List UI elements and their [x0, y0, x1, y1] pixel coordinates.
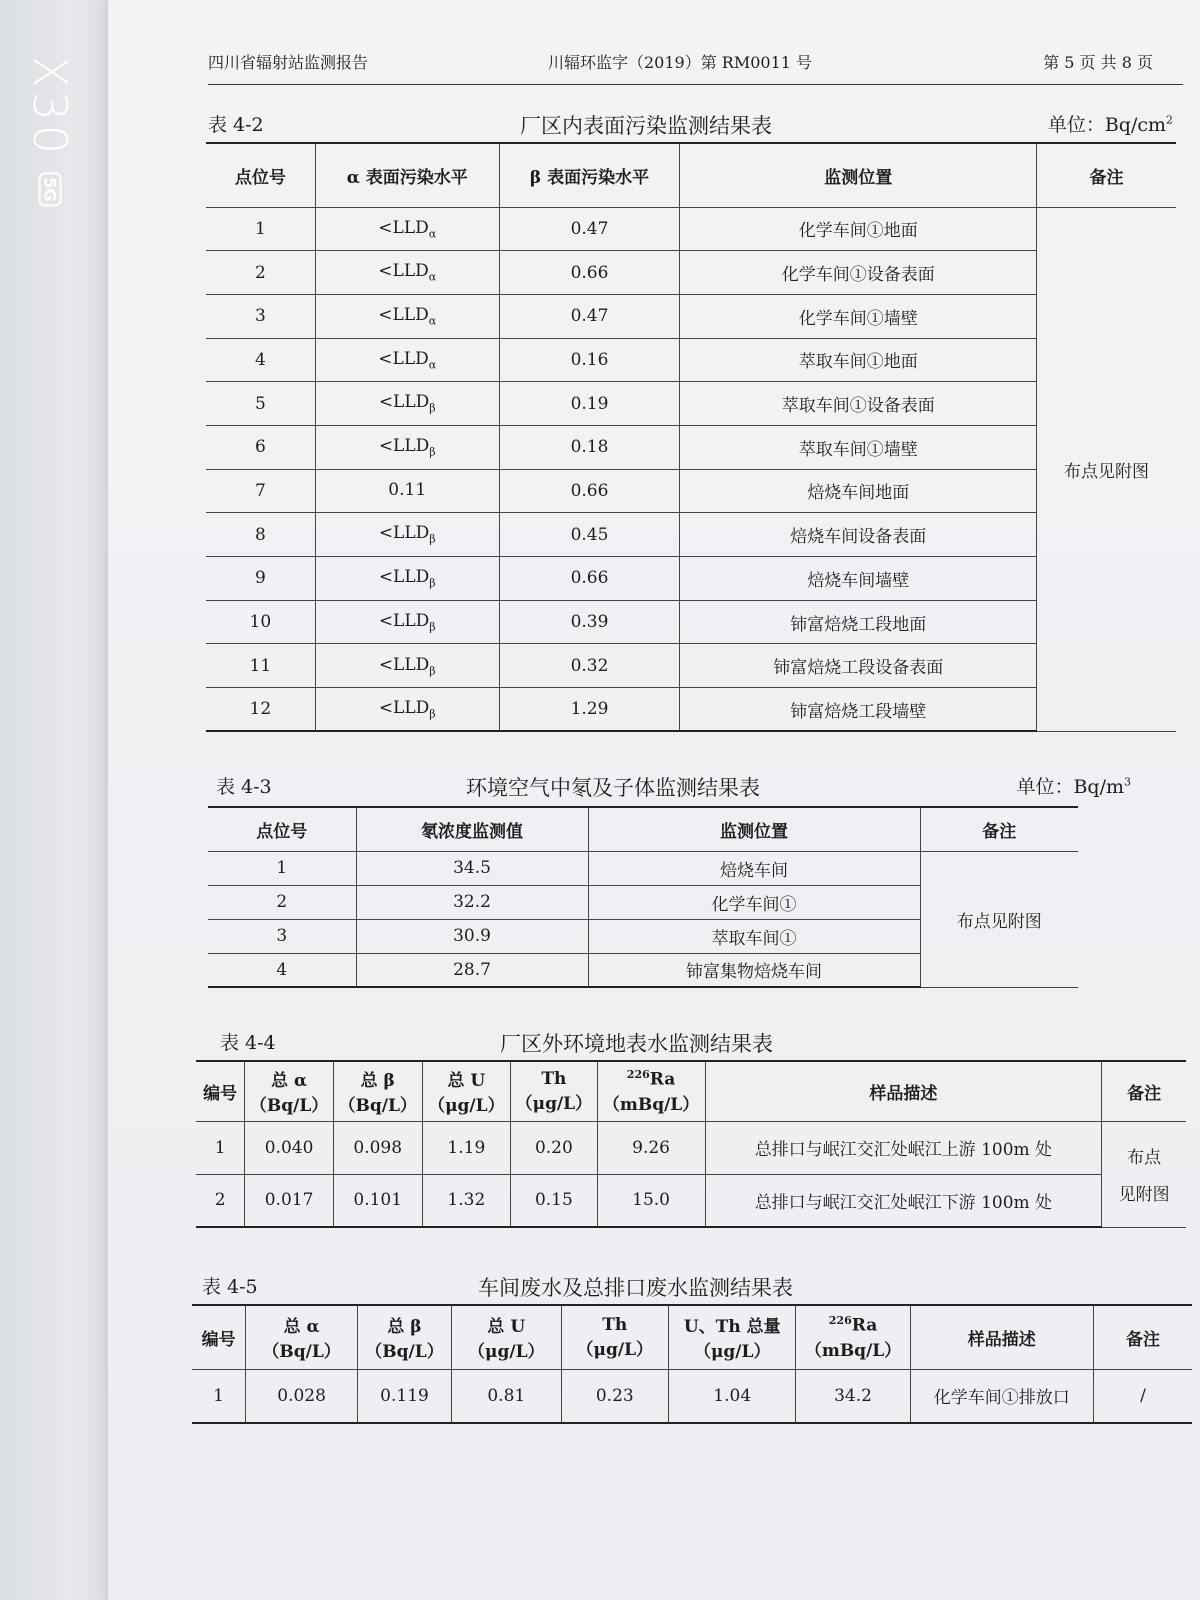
cell-radon-value: 34.5	[356, 851, 588, 885]
alpha-subscript: β	[429, 707, 436, 721]
table-4-2-caption	[208, 110, 1183, 140]
cell-location: 铈富焙烧工段设备表面	[680, 644, 1037, 688]
header-report-no: 川辐环监字（2019）第 RM0011 号	[548, 53, 813, 72]
table-4-5	[192, 1304, 1192, 1424]
table-4-5-caption	[202, 1272, 1102, 1302]
table-header-row	[206, 143, 1176, 207]
cell-sample-desc: 化学车间①排放口	[910, 1369, 1093, 1423]
cell-beta-level: 0.19	[499, 382, 680, 426]
table-title: 车间废水及总排口废水监测结果表	[478, 1276, 793, 1300]
cell-location: 萃取车间①墙壁	[680, 425, 1037, 469]
cell-location: 萃取车间①	[588, 919, 920, 953]
cell-point-id: 8	[206, 513, 315, 557]
cell-radon-value: 30.9	[356, 919, 588, 953]
cell-sample-desc: 总排口与岷江交汇处岷江上游 100m 处	[705, 1121, 1102, 1174]
cell-ra226: 9.26	[597, 1121, 705, 1174]
table-header-row	[196, 1061, 1186, 1121]
table-row	[206, 251, 1176, 295]
alpha-value: <LLD	[378, 610, 430, 631]
report-page	[108, 0, 1200, 1600]
table-row	[206, 600, 1176, 644]
alpha-subscript: α	[428, 358, 437, 372]
cell-beta-level: 0.47	[499, 294, 680, 338]
cell-location: 焙烧车间地面	[680, 469, 1037, 513]
table-4-3-caption	[216, 772, 1131, 802]
cell-gross-beta: 0.119	[358, 1369, 452, 1423]
table-header-row	[192, 1305, 1192, 1369]
table-unit: 单位：$Bq/m^3$	[1016, 775, 1131, 798]
cell-location: 焙烧车间墙壁	[680, 557, 1037, 601]
header-gross-beta: 总 β （Bq/L）	[358, 1305, 452, 1369]
table-4-2	[206, 142, 1176, 732]
cell-point-id: 10	[206, 600, 315, 644]
cell-alpha-level	[315, 251, 499, 295]
cell-alpha-level	[315, 600, 499, 644]
header-note: 备注	[1102, 1061, 1186, 1121]
cell-radon-value: 32.2	[356, 885, 588, 919]
cell-gross-alpha: 0.017	[245, 1174, 334, 1227]
table-4-3	[208, 806, 1078, 988]
alpha-subscript: α	[428, 270, 437, 284]
alpha-value: <LLD	[378, 697, 430, 718]
table-row	[206, 557, 1176, 601]
cell-location: 化学车间①	[588, 885, 920, 919]
alpha-value: <LLD	[378, 567, 430, 588]
header-gross-beta: 总 β （Bq/L）	[333, 1061, 422, 1121]
cell-beta-level: 0.16	[499, 338, 680, 382]
header-cell: 点位号	[206, 143, 315, 207]
table-row	[206, 688, 1176, 732]
cell-note: 布点见附图	[920, 851, 1078, 987]
table-4-4	[196, 1060, 1186, 1228]
cell-location: 化学车间①墙壁	[680, 294, 1037, 338]
header-sample-desc: 样品描述	[705, 1061, 1102, 1121]
table-row	[192, 1369, 1192, 1423]
table-number: 表 4-2	[208, 114, 264, 136]
table-row	[206, 338, 1176, 382]
table-number: 表 4-3	[216, 776, 272, 798]
cell-location: 铈富焙烧工段地面	[680, 600, 1037, 644]
cell-id: 1	[192, 1369, 246, 1423]
header-id: 编号	[192, 1305, 246, 1369]
cell-location: 焙烧车间设备表面	[680, 513, 1037, 557]
table-row	[208, 851, 1078, 885]
note-line: 见附图	[1118, 1185, 1170, 1205]
cell-alpha-level	[315, 644, 499, 688]
header-cell: 氡浓度监测值	[356, 807, 588, 851]
cell-beta-level: 0.47	[499, 207, 680, 251]
alpha-value: 0.11	[388, 479, 427, 500]
camera-watermark	[20, 40, 80, 200]
alpha-value: <LLD	[378, 436, 430, 457]
cell-beta-level: 0.66	[499, 557, 680, 601]
header-page-number: 第 5 页 共 8 页	[1043, 53, 1153, 72]
alpha-subscript: α	[428, 314, 437, 328]
cell-beta-level: 0.45	[499, 513, 680, 557]
cell-point-id: 7	[206, 469, 315, 513]
table-row	[206, 644, 1176, 688]
header-cell: α 表面污染水平	[315, 143, 499, 207]
cell-beta-level: 0.18	[499, 425, 680, 469]
header-th: Th （μg/L）	[561, 1305, 668, 1369]
cell-alpha-level	[315, 469, 499, 513]
alpha-value: <LLD	[378, 654, 430, 675]
cell-beta-level: 0.66	[499, 469, 680, 513]
cell-u-th-total: 1.04	[668, 1369, 796, 1423]
cell-note: /	[1094, 1369, 1192, 1423]
cell-location: 铈富焙烧工段墙壁	[680, 688, 1037, 732]
cell-alpha-level	[315, 294, 499, 338]
cell-note: 布点见附图	[1037, 207, 1176, 731]
table-number: 表 4-4	[220, 1032, 276, 1054]
watermark-5g-badge: 5G	[38, 172, 61, 206]
table-unit: 单位：$Bq/cm^2$	[1047, 113, 1173, 136]
table-row	[206, 513, 1176, 557]
header-note: 备注	[1094, 1305, 1192, 1369]
table-row	[206, 382, 1176, 426]
cell-total-u: 0.81	[451, 1369, 561, 1423]
alpha-subscript: β	[429, 445, 436, 459]
header-gross-alpha: 总 α （Bq/L）	[245, 1061, 334, 1121]
alpha-value: <LLD	[378, 348, 429, 369]
cell-gross-alpha: 0.040	[245, 1121, 334, 1174]
page-header	[208, 42, 1183, 85]
cell-alpha-level	[315, 688, 499, 732]
note-line: 布点	[1127, 1148, 1162, 1168]
cell-alpha-level	[315, 338, 499, 382]
cell-alpha-level	[315, 425, 499, 469]
cell-point-id: 1	[206, 207, 315, 251]
header-cell: β 表面污染水平	[499, 143, 680, 207]
alpha-subscript: β	[429, 663, 436, 677]
cell-ra226: 34.2	[796, 1369, 910, 1423]
table-header-row	[208, 807, 1078, 851]
alpha-subscript: β	[429, 576, 436, 590]
header-gross-alpha: 总 α （Bq/L）	[246, 1305, 358, 1369]
cell-location: 焙烧车间	[588, 851, 920, 885]
cell-id: 2	[196, 1174, 245, 1227]
cell-location: 铈富集物焙烧车间	[588, 953, 920, 987]
watermark-model: X30	[23, 55, 78, 159]
alpha-subscript: α	[428, 227, 437, 241]
cell-location: 化学车间①设备表面	[680, 251, 1037, 295]
header-total-u: 总 U （μg/L）	[422, 1061, 511, 1121]
alpha-subscript: β	[429, 532, 436, 546]
cell-radon-value: 28.7	[356, 953, 588, 987]
cell-alpha-level	[315, 207, 499, 251]
cell-total-u: 1.32	[422, 1174, 511, 1227]
header-cell: 备注	[920, 807, 1078, 851]
table-row	[206, 469, 1176, 513]
cell-point-id: 2	[208, 885, 356, 919]
header-u-th-total: U、Th 总量 （μg/L）	[668, 1305, 796, 1369]
table-row	[196, 1121, 1186, 1174]
header-id: 编号	[196, 1061, 245, 1121]
cell-th: 0.23	[561, 1369, 668, 1423]
cell-point-id: 5	[206, 382, 315, 426]
cell-id: 1	[196, 1121, 245, 1174]
cell-gross-beta: 0.101	[333, 1174, 422, 1227]
header-ra226: $^{226}$Ra （mBq/L）	[796, 1305, 910, 1369]
header-org: 四川省辐射站监测报告	[208, 53, 369, 72]
table-4-4-caption	[220, 1028, 1120, 1058]
cell-beta-level: 1.29	[499, 688, 680, 732]
header-total-u: 总 U （μg/L）	[451, 1305, 561, 1369]
cell-location: 化学车间①地面	[680, 207, 1037, 251]
table-row	[206, 294, 1176, 338]
cell-beta-level: 0.39	[499, 600, 680, 644]
cell-sample-desc: 总排口与岷江交汇处岷江下游 100m 处	[705, 1174, 1102, 1227]
header-cell: 备注	[1037, 143, 1176, 207]
cell-point-id: 9	[206, 557, 315, 601]
cell-gross-alpha: 0.028	[246, 1369, 358, 1423]
cell-point-id: 4	[208, 953, 356, 987]
cell-th: 0.20	[511, 1121, 597, 1174]
cell-point-id: 4	[206, 338, 315, 382]
alpha-subscript: β	[429, 620, 436, 634]
table-row	[196, 1174, 1186, 1227]
table-number: 表 4-5	[202, 1276, 258, 1298]
table-row	[206, 425, 1176, 469]
table-title: 厂区内表面污染监测结果表	[520, 114, 772, 138]
header-cell: 点位号	[208, 807, 356, 851]
cell-point-id: 6	[206, 425, 315, 469]
alpha-value: <LLD	[378, 523, 430, 544]
table-title: 厂区外环境地表水监测结果表	[500, 1032, 773, 1056]
alpha-value: <LLD	[378, 305, 429, 326]
cell-point-id: 3	[208, 919, 356, 953]
cell-note	[1102, 1121, 1186, 1227]
cell-alpha-level	[315, 557, 499, 601]
cell-location: 萃取车间①设备表面	[680, 382, 1037, 426]
alpha-subscript: β	[429, 401, 436, 415]
phone-bezel	[0, 0, 108, 1600]
header-th: Th （μg/L）	[511, 1061, 597, 1121]
cell-gross-beta: 0.098	[333, 1121, 422, 1174]
alpha-value: <LLD	[378, 261, 429, 282]
cell-beta-level: 0.66	[499, 251, 680, 295]
cell-point-id: 3	[206, 294, 315, 338]
cell-point-id: 2	[206, 251, 315, 295]
cell-th: 0.15	[511, 1174, 597, 1227]
table-row	[206, 207, 1176, 251]
cell-alpha-level	[315, 382, 499, 426]
cell-alpha-level	[315, 513, 499, 557]
cell-total-u: 1.19	[422, 1121, 511, 1174]
header-cell: 监测位置	[680, 143, 1037, 207]
cell-ra226: 15.0	[597, 1174, 705, 1227]
header-cell: 监测位置	[588, 807, 920, 851]
cell-location: 萃取车间①地面	[680, 338, 1037, 382]
header-ra226: $^{226}$Ra （mBq/L）	[597, 1061, 705, 1121]
cell-point-id: 12	[206, 688, 315, 732]
alpha-value: <LLD	[378, 392, 430, 413]
cell-beta-level: 0.32	[499, 644, 680, 688]
alpha-value: <LLD	[378, 217, 429, 238]
cell-point-id: 11	[206, 644, 315, 688]
table-title: 环境空气中氡及子体监测结果表	[466, 776, 760, 800]
header-sample-desc: 样品描述	[910, 1305, 1093, 1369]
cell-point-id: 1	[208, 851, 356, 885]
